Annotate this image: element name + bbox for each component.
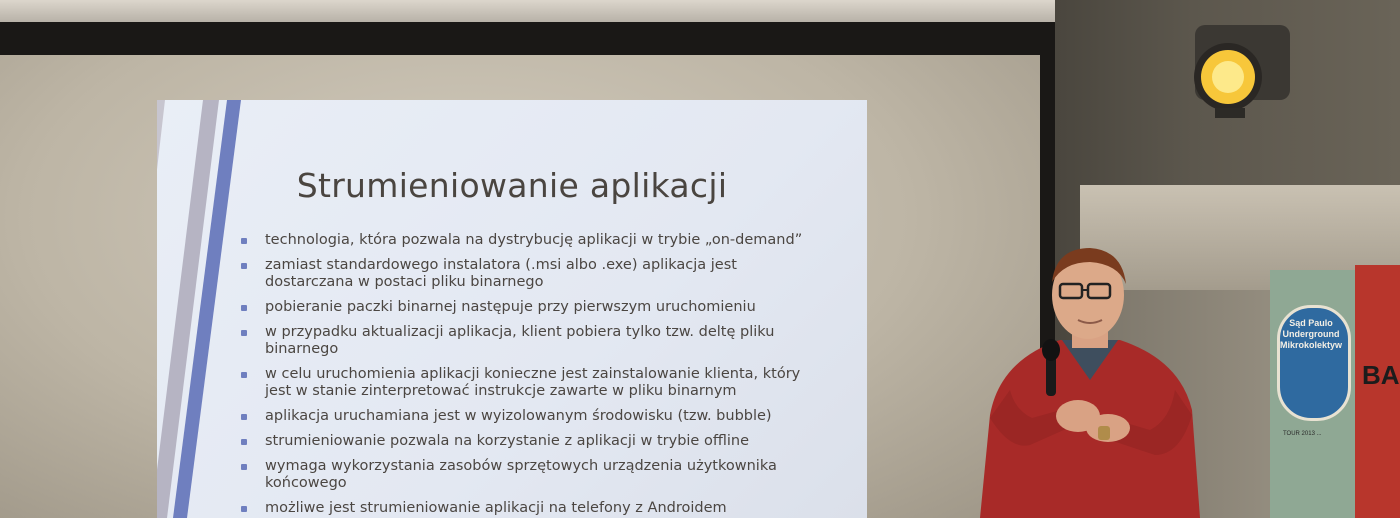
slide-bullet: technologia, która pozwala na dystrybucję aplikacji w trybie „on-demand” xyxy=(241,232,821,249)
slide-bullet: strumieniowanie pozwala na korzystanie z aplikacji w trybie offline xyxy=(241,433,821,450)
slide-bullet: w celu uruchomienia aplikacji konieczne jest zainstalowanie klienta, który jest w stanie zinterpretować instrukcje zawarte w pliku binarnym xyxy=(241,366,821,400)
poster-red xyxy=(1355,265,1400,518)
screen-casing xyxy=(0,0,1065,22)
slide-bullet: w przypadku aktualizacji aplikacja, klient pobiera tylko tzw. deltę pliku binarnego xyxy=(241,324,821,358)
slide-bullet: możliwe jest strumieniowanie aplikacji na telefony z Androidem xyxy=(241,500,821,517)
slide-bullet-list xyxy=(241,232,821,518)
speaker-figure xyxy=(970,240,1210,518)
slide-bullet: aplikacja uruchamiana jest w wyizolowanym środowisku (tzw. bubble) xyxy=(241,408,821,425)
slide-bullet: zamiast standardowego instalatora (.msi albo .exe) aplikacja jest dostarczana w postaci pliku binarnego xyxy=(241,257,821,291)
slide-title: Strumieniowanie aplikacji xyxy=(296,166,728,205)
slide-bullet: pobieranie paczki binarnej następuje przy pierwszym uruchomieniu xyxy=(241,299,821,316)
slide-bullet: wymaga wykorzystania zasobów sprzętowych urządzenia użytkownika końcowego xyxy=(241,458,821,492)
poster-title: Sąd Paulo Underground Mikrokolektyw xyxy=(1280,318,1343,350)
presentation-slide xyxy=(157,100,867,518)
spotlight-icon xyxy=(1185,20,1295,120)
poster-small-print: TOUR 2013 ... xyxy=(1283,431,1322,437)
poster-red-lettering: BA xyxy=(1362,360,1400,390)
